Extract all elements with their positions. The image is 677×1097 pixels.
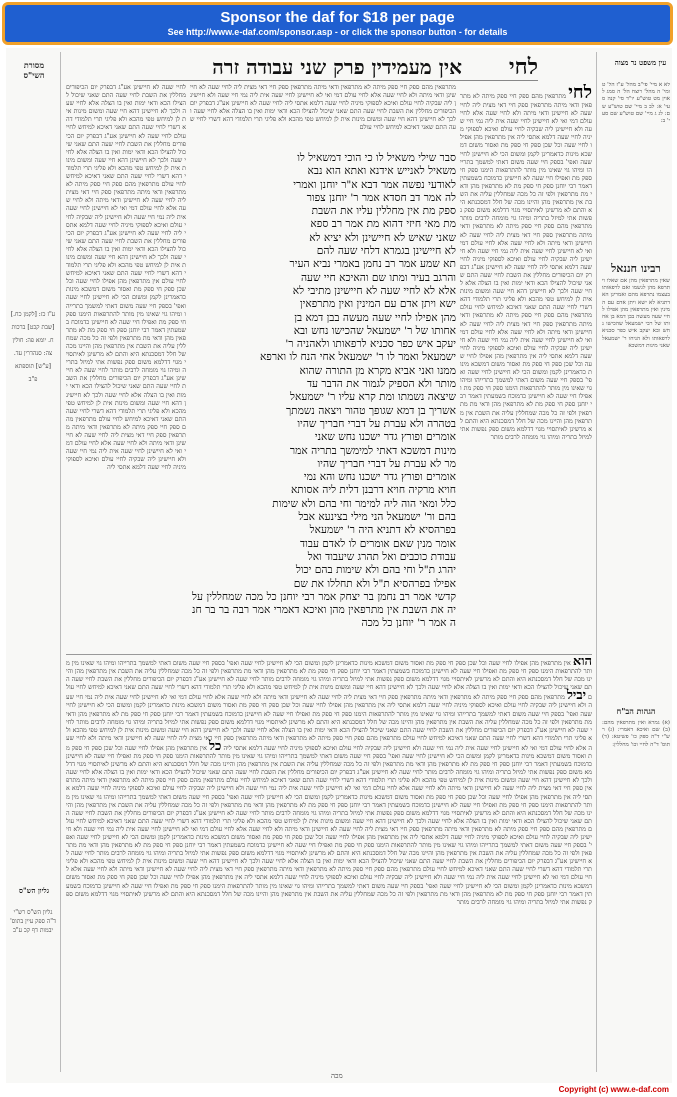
lower-commentary: הוא אין מתרפאין מהן אפילו לחיי שעה וכל שכן ספק חי ספק מת ואסור משום דמשכא מינות כדאמרינן לקמן ומשום הכי לא חיישינן לחיי שעה ואפי' בספק חיי שעה משום דאתי למשמך בתרייהו ומיהו גוי שאינו מין מותר להתרפאות הימנו ספק חי ספק מת ואפילו חיי שעה לא חיישינן כדמוכח בשמעתין דאמר רבי יוחנן ספק חי ספק מת לא מתרפאין מהן ודאי מת מתרפאין ולפי זה כל מכה שמחללין עליה את השבת אין מתרפאין מהן והיינו מכה של חלל דמסכנתא היא והתם לא מרשינן לאיתסויי מגוי דדלמא משום ספק נפשות אתי למיזל בתריה ומיהו גוי מומחה לרבים מותר לחיי שעה לא חיישינן אע"ג דבפרק יום הכיפורים מחללין את השבת לחיי שעה התם שאני שיכול להצילו הכא ודאי ימות ואין בו הצלה אלא לחיי שעה ולכך לא חיישינן דהא חיי שעה ומשום מינות אית לן למיחש טפי מהכא ולא פליגי תרי תלמודי דהא דשרי לחיי שעה התם שאני דאיכא למיחש לחיי עולם יביל מתרפאין מהם ספק חיי ספק מיתה לא מתרפאין ודאי מיתה מתרפאין ספק חיי דאי מצית ליה לחיי שעה לא חיישינן ודאי מיתה ולא לחיי שעה אלא לחיי עולם דמי ואי לא חיישינן לחיי שעה אית ליה נמי חיי שעה ולא חיישינן ליה שבקיה לחיי עולם ואיכא לספוקי מיניה לחיי שעה דלמא אתסי ליה אין מתרפאין מהן אפילו לחיי שעה וכל שכן ספק חי ספק מת ואסור משום דמשכא מינות כדאמרינן לקמן ומשום הכי לא חיישינן לחיי שעה ואפי' בספק חיי שעה משום דאתי למשמך בתרייהו ומיהו גוי שאינו מין מותר להתרפאות הימנו ספק חי ספק מת ואפילו חיי שעה לא חיישינן כדמוכח בשמעתין דאמר רבי יוחנן ספק חי ספק מת לא מתרפאין מהן ודאי מת מתרפאין ולפי זה כל מכה שמחללין עליה את השבת אין מתרפאין מהן והיינו מכה של חלל דמסכנתא היא והתם לא מרשינן לאיתסויי מגוי דדלמא משום ספק נפשות אתי למיזל בתריה ומיהו גוי מומחה לרבים מותר לחיי שעה לא חיישינן אע"ג דבפרק יום הכיפורים מחללין את השבת לחיי שעה התם שאני שיכול להצילו הכא ודאי ימות ואין בו הצלה אלא לחיי שעה ולכך לא חיישינן דהא חיי שעה ומשום מינות אית לן למיחש טפי מהכא ולא פליגי תרי תלמודי דהא דשרי לחיי שעה התם שאני דאיכא למיחש לחיי עולם מתרפאין מהם ספק חיי ספק מיתה לא מתרפאין ודאי מיתה מתרפאין ספק חיי דאי מצית ליה לחיי שעה לא חיישינן ודאי מיתה ולא לחיי שעה אלא לחיי עולם דמי ואי לא חיישינן לחיי שעה אית ליה נמי חיי שעה ולא חיישינן ליה שבקיה לחיי עולם ואיכא לספוקי מיניה לחיי שעה דלמא אתסי ליה כל אין מתרפאין מהן אפילו לחיי שעה וכל שכן ספק חי ספק מת ואסור משום דמשכא מינות כדאמרינן לקמן ומשום הכי לא חיישינן לחיי שעה ואפי' בספק חיי שעה משום דאתי למשמך בתרייהו ומיהו גוי שאינו מין מותר להתרפאות הימנו ספק חי ספק מת ואפילו חיי שעה לא חיישינן כדמוכח בשמעתין דאמר רבי יוחנן ספק חי ספק מת לא מתרפאין מהן ודאי מת מתרפאין ולפי זה כל מכה שמחללין עליה את השבת אין מתרפאין מהן והיינו מכה של חלל דמסכנתא היא והתם לא מרשינן לאיתסויי מגוי דדלמא משום ספק נפשות אתי למיזל בתריה ומיהו גוי מומחה לרבים מותר לחיי שעה לא חיישינן אע"ג דבפרק יום הכיפורים מחללין את השבת לחיי שעה התם שאני שיכול להצילו הכא ודאי ימות ואין בו הצלה אלא לחיי שעה ולכך לא חיישינן דהא חיי שעה ומשום מינות אית לן למיחש טפי מהכא ולא פליגי תרי תלמודי דהא דשרי לחיי שעה התם שאני דאיכא למיחש לחיי עולם מתרפאין מהם ספק חיי ספק מיתה לא מתרפאין ודאי מיתה מתרפאין ספק חיי דאי מצית ליה לחיי שעה לא חיישינן ודאי מיתה ולא לחיי שעה אלא לחיי עולם דמי ואי לא חיישינן לחיי שעה אית ליה נמי חיי שעה ולא חיישינן ליה שבקיה לחיי עולם ואיכא לספוקי מיניה לחיי שעה דלמא אתסי ליה אין מתרפאין מהן אפילו לחיי שעה וכל שכן ספק חי ספק מת ואסור משום דמשכא מינות כדאמרינן לקמן ומשום הכי לא חיישינן לחיי שעה ואפי' בספק חיי שעה משום דאתי למשמך בתרייהו ומיהו גוי שאינו מין מותר להתרפאות הימנו ספק חי ספק מת ואפילו חיי שעה לא חיישינן כדמוכח בשמעתין דאמר רבי יוחנן ספק חי ספק מת לא מתרפאין מהן ודאי מת מתרפאין ולפי זה כל מכה שמחללין עליה את השבת אין מתרפאין מהן והיינו מכה של חלל דמסכנתא היא והתם לא מרשינן לאיתסויי מגוי דדלמא משום ספק נפשות אתי למיזל בתריה ומיהו גוי מומחה לרבים מותר לחיי שעה לא חיישינן אע"ג דבפרק יום הכיפורים מחללין את השבת לחיי שעה התם שאני שיכול להצילו הכא ודאי ימות ואין בו הצלה אלא לחיי שעה ולכך לא חיישינן דהא חיי שעה ומשום מינות אית לן למיחש טפי מהכא ולא פליגי תרי תלמודי דהא דשרי לחיי שעה התם שאני דאיכא למיחש לחיי עולם מתרפאין מהם ספק חיי ספק מיתה לא מתרפאין ודאי מיתה מתרפאין ספק חיי דאי מצית ליה לחיי שעה לא חיישינן ודאי מיתה ולא לחיי שעה אלא לחיי עולם דמי ואי לא חיישינן לחיי שעה אית ליה נמי חיי שעה ולא חיישינן ליה שבקיה לחיי עולם ואיכא לספוקי מיניה לחיי שעה דלמא אתסי ליה אין מתרפאין מהן אפילו לחיי שעה וכל שכן ספק חי ספק מת ואסור משום דמשכא מינות כדאמרינן לקמן ומשום הכי לא חיישינן לחיי שעה ואפי' בספק חיי שעה משום דאתי למשמך בתרייהו ומיהו גוי שאינו מין מותר להתרפאות הימנו ספק חי ספק מת ואפילו חיי שעה לא חיישינן כדמוכח בשמעתין דאמר רבי יוחנן ספק חי ספק מת לא מתרפאין מהן ודאי מת מתרפאין ולפי זה כל מכה שמחללין עליה את השבת אין מתרפאין מהן והיינו מכה של חלל דמסכנתא היא והתם לא מרשינן לאיתסויי מגוי דדלמא משום ספק נפשות אתי למיזל בתריה ומיהו גוי מומחה לרבים מותר לחיי שעה לא חיישינן אע"ג דבפרק יום הכיפורים מחללין את השבת לחיי שעה התם שאני שיכול להצילו הכא ודאי ימות ואין בו הצלה אלא לחיי שעה ולכך לא חיישינן דהא חיי שעה ומשום מינות אית לן למיחש טפי מהכא ולא פליגי תרי תלמודי דהא דשרי לחיי שעה התם שאני דאיכא למיחש לחיי עולם מתרפאין מהם ספק חיי ספק מיתה לא מתרפאין ודאי מיתה מתרפאין ספק חיי דאי מצית ליה לחיי שעה לא חיישינן ודאי מיתה ולא לחיי שעה אלא לחיי עולם דמי ואי לא חיישינן לחיי שעה אית ליה נמי חיי שעה ולא חיישינן ליה שבקיה לחיי עולם ואיכא לספוקי מיניה לחיי שעה דלמא אתסי ליה אין מתרפאין מהן אפילו לחיי שעה וכל שכן ספק חי ספק מת ואסור משום דמשכא מינות כדאמרינן לקמן ומשום הכי לא חיישינן לחיי שעה ואפי' בספק חיי שעה משום דאתי למשמך בתרייהו ומיהו גוי שאינו מין מותר להתרפאות הימנו ספק חי ספק מת ואפילו חיי שעה לא חיישינן כדמוכח בשמעתין דאמר רבי יוחנן ספק חי ספק מת לא מתרפאין מהן ודאי מת מתרפאין ולפי זה כל מכה שמחללין עליה את השבת אין מתרפאין מהן והיינו מכה של חלל דמסכנתא היא והתם לא מרשינן לאיתסויי מגוי דדלמא משום ספק נפשות אתי למיזל בתריה ומיהו גוי מומחה לרבים מותר xyxy=(66,658,592,1074)
gemara-line: בטהרה ולא עברת על דברי חבריך שהיו xyxy=(297,417,456,430)
gemara-line: אומר מנין שאם אומרים לו לאדם עבוד xyxy=(300,537,456,550)
catchword: מכה xyxy=(331,1072,343,1080)
sponsor-subtitle[interactable]: See http://www.e-daf.com/sponsor.asp - or click the sponsor button - for details xyxy=(167,27,508,37)
opening-word: לחי xyxy=(508,54,538,80)
gemara-line: משאיל לאנייש אידנא ואתא הוא נבא xyxy=(307,165,456,178)
gemara-line: סבר שילי משאיל לו כי הוכי דמשאיל לו xyxy=(297,152,456,164)
gemara-line: יהרג ת"ל וחי בהם ולא שימות בהם יכול xyxy=(295,564,456,577)
gemara-line: מר לא עברת על דברי חבריך שהיו xyxy=(317,457,456,470)
ein-mishpat-text: לא א מיי' פי"ב מהל' ע"ז הל' ט ומי' ה מהל' רוצח הל' ה סמג לאוין מט טוש"ע יו"ד סי' קנה סעי' א: לב ב מיי' שם טוש"ע שם: לג ג מיי' שם טוש"ע שם סעי' ב: xyxy=(602,82,670,125)
gemara-line: תא שמע אמר רב נחמן באמרי נביא העיר xyxy=(289,258,456,271)
ein-mishpat-title: עין משפט נר מצוה xyxy=(614,58,667,67)
rashi-text: מתרפאין מהם ספק חיי ספק מיתה לא מתרפאין ודאי מיתה מתרפאין ספק חיי דאי מצית ליה לחיי שעה לא חיישינן ודאי מיתה ולא לחיי שעה אלא לחיי עולם דמי ואי לא חיישינן לחיי שעה אית ליה נמי חיי שעה ולא חיישינן ליה שבקיה לחיי עולם ואיכא לספוקי מיניה לחיי שעה דלמא אתסי ליה xyxy=(460,93,592,142)
gemara-tail: קדשי אמר רב נחמן בר יצחק אמר רבי יוחנן כל מכה שמחללין עליה את השבת אין מתרפאין מהן ואיכא דאמרי אמר רבה בר בר חנה אמר ר' יוחנן כל מכה xyxy=(192,590,456,630)
hagahot-title: הגהות הב"ח xyxy=(616,706,656,716)
gemara-line: שיצאה נשמתו ומת קרא עליו ר' ישמעאל xyxy=(290,391,456,404)
gemara-line: והרגב בעיר ומתו שם והאיכא חיי שעה xyxy=(300,271,456,284)
sponsor-banner[interactable] xyxy=(2,2,673,45)
tosafot-column: לחיי שעה לא חיישינן אע"ג דבפרק יום הכיפורים מחללין את השבת לחיי שעה התם שאני שיכול להצילו הכא ודאי ימות ואין בו הצלה אלא לחיי שעה ולכך לא חיישינן דהא חיי שעה ומשום מינות אית לן למיחש טפי מהכא ולא פליגי תרי תלמודי דהא דשרי לחיי שעה התם שאני דאיכא למיחש לחיי עולם לחיי שעה לא חיישינן אע"ג דבפרק יום הכיפורים מחללין את השבת לחיי שעה התם שאני שיכול להצילו הכא ודאי ימות ואין בו הצלה אלא לחיי שעה ולכך לא חיישינן דהא חיי שעה ומשום מינות אית לן למיחש טפי מהכא ולא פליגי תרי תלמודי דהא דשרי לחיי שעה התם שאני דאיכא למיחש לחיי עולם מתרפאין מהם ספק חיי ספק מיתה לא מתרפאין ודאי מיתה מתרפאין ספק חיי דאי מצית ליה לחיי שעה לא חיישינן ודאי מיתה ולא לחיי שעה אלא לחיי עולם דמי ואי לא חיישינן לחיי שעה אית ליה נמי חיי שעה ולא חיישינן ליה שבקיה לחיי עולם ואיכא לספוקי מיניה לחיי שעה דלמא אתסי ליה לחיי שעה לא חיישינן אע"ג דבפרק יום הכיפורים מחללין את השבת לחיי שעה התם שאני שיכול להצילו הכא ודאי ימות ואין בו הצלה אלא לחיי שעה ולכך לא חיישינן דהא חיי שעה ומשום מינות אית לן למיחש טפי מהכא ולא פליגי תרי תלמודי דהא דשרי לחיי שעה התם שאני דאיכא למיחש לחיי עולם אין מתרפאין מהן אפילו לחיי שעה וכל שכן ספק חי ספק מת ואסור משום דמשכא מינות כדאמרינן לקמן ומשום הכי לא חיישינן לחיי שעה ואפי' בספק חיי שעה משום דאתי למשמך בתרייהו ומיהו גוי שאינו מין מותר להתרפאות הימנו ספק חי ספק מת ואפילו חיי שעה לא חיישינן כדמוכח בשמעתין דאמר רבי יוחנן ספק חי ספק מת לא מתרפאין מהן ודאי מת מתרפאין ולפי זה כל מכה שמחללין עליה את השבת אין מתרפאין מהן והיינו מכה של חלל דמסכנתא היא והתם לא מרשינן לאיתסויי מגוי דדלמא משום ספק נפשות אתי למיזל בתריה ומיהו גוי מומחה לרבים מותר לחיי שעה לא חיישינן אע"ג דבפרק יום הכיפורים מחללין את השבת לחיי שעה התם שאני שיכול להצילו הכא ודאי ימות ואין בו הצלה אלא לחיי שעה ולכך לא חיישינן דהא חיי שעה ומשום מינות אית לן למיחש טפי מהכא ולא פליגי תרי תלמודי דהא דשרי לחיי שעה התם שאני דאיכא למיחש לחיי עולם מתרפאין מהם ספק חיי ספק מיתה לא מתרפאין ודאי מיתה מתרפאין ספק חיי דאי מצית ליה לחיי שעה לא חיישינן ודאי מיתה ולא לחיי שעה אלא לחיי עולם דמי ואי לא חיישינן לחיי שעה אית ליה נמי חיי שעה ולא חיישינן ליה שבקיה לחיי עולם ואיכא לספוקי מיניה לחיי שעה דלמא אתסי ליה xyxy=(66,84,186,472)
chapter-title: אין מעמידין פרק שני עבודה זרה xyxy=(212,55,462,79)
gemara-line: אשריך בן דמא שגופך טהור ויצאה נשמתך xyxy=(285,404,456,417)
gilyon-title: גליון הש"ס xyxy=(18,886,50,895)
gemara-line: חויא מרקיה חויא דרבנן דלית ליה אסותא xyxy=(290,484,456,497)
tosafot-text: לחיי שעה לא חיישינן אע"ג דבפרק יום הכיפורים מחללין את השבת לחיי שעה התם שאני שיכול להצילו הכא ודאי ימות ואין בו הצלה אלא לחיי שעה ולכך לא חיישינן דהא חיי שעה ומשום מינות אית לן למיחש טפי מהכא ולא פליגי תרי תלמודי דהא דשרי לחיי שעה התם שאני דאיכא למיחש לחיי עולם xyxy=(66,84,186,140)
sponsor-title[interactable]: Sponsor the daf for $18 per page xyxy=(220,9,455,26)
rabbenu-title: רבינו חננאל xyxy=(611,262,661,275)
gemara-line: לה אמר דב חסדא אמר ר' יוחנן צפור xyxy=(306,191,456,204)
rashi-column: לחי מתרפאין מהם ספק חיי ספק מיתה לא מתרפאין ודאי מיתה מתרפאין ספק חיי דאי מצית ליה לחיי שעה לא חיישינן ודאי מיתה ולא לחיי שעה אלא לחיי עולם דמי ואי לא חיישינן לחיי שעה אית ליה נמי חיי שעה ולא חיישינן ליה שבקיה לחיי עולם ואיכא לספוקי מיניה לחיי שעה דלמא אתסי ליה אין מתרפאין מהן אפילו לחיי שעה וכל שכן ספק חי ספק מת ואסור משום דמשכא מינות כדאמרינן לקמן ומשום הכי לא חיישינן לחיי שעה ואפי' בספק חיי שעה משום דאתי למשמך בתרייהו ומיהו גוי שאינו מין מותר להתרפאות הימנו ספק חי ספק מת ואפילו חיי שעה לא חיישינן כדמוכח בשמעתין דאמר רבי יוחנן ספק חי ספק מת לא מתרפאין מהן ודאי מת מתרפאין ולפי זה כל מכה שמחללין עליה את השבת אין מתרפאין מהן והיינו מכה של חלל דמסכנתא היא והתם לא מרשינן לאיתסויי מגוי דדלמא משום ספק נפשות אתי למיזל בתריה ומיהו גוי מומחה לרבים מותר מתרפאין מהם ספק חיי ספק מיתה לא מתרפאין ודאי מיתה מתרפאין ספק חיי דאי מצית ליה לחיי שעה לא חיישינן ודאי מיתה ולא לחיי שעה אלא לחיי עולם דמי ואי לא חיישינן לחיי שעה אית ליה נמי חיי שעה ולא חיישינן ליה שבקיה לחיי עולם ואיכא לספוקי מיניה לחיי שעה דלמא אתסי ליה לחיי שעה לא חיישינן אע"ג דבפרק יום הכיפורים מחללין את השבת לחיי שעה התם שאני שיכול להצילו הכא ודאי ימות ואין בו הצלה אלא לחיי שעה ולכך לא חיישינן דהא חיי שעה ומשום מינות אית לן למיחש טפי מהכא ולא פליגי תרי תלמודי דהא דשרי לחיי שעה התם שאני דאיכא למיחש לחיי עולם מתרפאין מהם ספק חיי ספק מיתה לא מתרפאין ודאי מיתה מתרפאין ספק חיי דאי מצית ליה לחיי שעה לא חיישינן ודאי מיתה ולא לחיי שעה אלא לחיי עולם דמי ואי לא חיישינן לחיי שעה אית ליה נמי חיי שעה ולא חיישינן ליה שבקיה לחיי עולם ואיכא לספוקי מיניה לחיי שעה דלמא אתסי ליה אין מתרפאין מהן אפילו לחיי שעה וכל שכן ספק חי ספק מת ואסור משום דמשכא מינות כדאמרינן לקמן ומשום הכי לא חיישינן לחיי שעה ואפי' בספק חיי שעה משום דאתי למשמך בתרייהו ומיהו גוי שאינו מין מותר להתרפאות הימנו ספק חי ספק מת ואפילו חיי שעה לא חיישינן כדמוכח בשמעתין דאמר רבי יוחנן ספק חי ספק מת לא מתרפאין מהן ודאי מת מתרפאין ולפי זה כל מכה שמחללין עליה את השבת אין מתרפאין מהן והיינו מכה של חלל דמסכנתא היא והתם לא מרשינן לאיתסויי מגוי דדלמא משום ספק נפשות אתי למיזל בתריה ומיהו גוי מומחה לרבים מותר xyxy=(460,84,592,441)
gemara-line: מינות דמשכא דאתי למימשך בתריה אמר xyxy=(289,444,456,457)
gemara-line: עבודת כוכבים ואל תהרג שיעבוד ואל xyxy=(307,550,456,563)
dibbur-hamatchil-2: יביל xyxy=(566,688,587,704)
upper-commentary-strip: מתרפאין מהם ספק חיי ספק מיתה לא מתרפאין ודאי מיתה מתרפאין ספק חיי דאי מצית ליה לחיי שעה לא חיישינן ודאי מיתה ולא לחיי שעה אלא לחיי עולם דמי ואי לא חיישינן לחיי שעה אית ליה נמי חיי שעה ולא חיישינן ליה שבקיה לחיי עולם ואיכא לספוקי מיניה לחיי שעה דלמא אתסי ליה לחיי שעה לא חיישינן אע"ג דבפרק יום הכיפורים מחללין את השבת לחיי שעה התם שאני שיכול להצילו הכא ודאי ימות ואין בו הצלה אלא לחיי שעה ולכך לא חיישינן דהא חיי שעה ומשום מינות אית לן למיחש טפי מהכא ולא פליגי תרי תלמודי דהא דשרי לחיי שעה התם שאני דאיכא למיחש לחיי עולם xyxy=(190,84,456,132)
gemara-line: אומרים ופורץ גדר ישכנו נחש והא נמי xyxy=(303,471,456,484)
gemara-line: לאודעי נפשה אמר דבא א"ר יוחנן ואמרי xyxy=(293,178,456,191)
chapter-header xyxy=(134,54,538,81)
gemara-line: ישמעאל ואמר לו ר' ישמעאל אחי הנח לו וארפא xyxy=(259,351,456,364)
gemara-line: יעקב איש כפר סכניא לרפאותו ולאהניה ר' xyxy=(285,338,456,351)
gemara-line: מותר ולא הספיק לגמור את הדבר עד xyxy=(306,378,456,391)
gemara-line: מהן אפילו לחיי שעה מעשה בבן דמא בן xyxy=(294,311,456,324)
gemara-line: ספק מת אין מחללין עליו את השבת xyxy=(311,205,456,218)
gemara-text xyxy=(192,152,456,652)
dibbur-hamatchil-1: הוא xyxy=(572,658,592,669)
gemara-line: לא חיישינן בגמרא דלחי שעה להם xyxy=(316,245,456,258)
gilyon-text: גליון הש"ס רש"י ד"ה ספק עיין בתוס' יבמות דף קכ ע"ב xyxy=(10,909,56,934)
hagahot-text: (א) גמרא ואין מתרפאין מהם: (ב) שם ואיכא דאמרי: (ג) רש"י ד"ה ספק כו' פשיטא: (ד) תוס' ד"ה לחיי וכו' מחללין: xyxy=(602,720,670,748)
masoret-references: ע"ז כז: [לקמן כח.] [שבת קכט] ברכות ח. יומא פה: חולין צה: סנהדרין עד. [ע"ש] תוספתא פ"ב xyxy=(10,311,56,383)
gemara-line: אלא לא לחיי שעה לא חיישינן מתיבי לא xyxy=(292,284,456,297)
gemara-line: מת מאי חיזי דהוא מת אמר רב ספא xyxy=(310,218,456,231)
talmud-page xyxy=(6,48,672,1083)
masoret-title: מסורת השי"ס xyxy=(23,60,45,80)
gemara-line: בהם ור' ישמעאל הני מילי בצינעא אבל xyxy=(298,511,456,524)
gemara-line: בפרהסיא לא דתניא היה ר' ישמעאל xyxy=(309,524,456,537)
rashi-dibbur: לחי xyxy=(568,84,592,103)
rabbenu-chananel-text: שאין מתרפאין מהן אם שאלו ויתרפא מהן לגשמו ואם לרפאותו בעצמו נתרפא מהם ואמרינן הא דתניא לא ישא ויתן אדם עם המינין ואין מתרפאין מהן אפילו לחיי שעה מעשה בבן דמא בן אחותו של רבי ישמעאל שהכישו נחש ובא יעקב איש כפר סכניא לרפאותו ולא הניחו ר' ישמעאל שאני מינות דמשכא xyxy=(602,278,670,349)
gemara-line: כלל ומאי הוה ליה למימר וחי בהם ולא שימות xyxy=(272,497,456,510)
copyright-link[interactable]: Copyright (c) www.e-daf.com xyxy=(558,1085,669,1094)
gemara-line: אחותו של ר' ישמעאל שהכישו נחש ובא xyxy=(293,324,456,337)
gemara-line: אפילו בפרהסיא ת"ל ולא תחללו את שם xyxy=(293,577,456,590)
dibbur-hamatchil-3: כל xyxy=(208,738,222,754)
gemara-line: שאני שאיש לא חיישינן ולא יציא לא xyxy=(309,231,456,244)
gemara-line: ישא ויתן אדם עם המינין ואין מתרפאין xyxy=(299,298,456,311)
gemara-line: אומרים ופורץ גדר ישכנו נחש שאני xyxy=(314,431,456,444)
gemara-line: ממנו ואני אביא מקרא מן התורה שהוא xyxy=(299,364,456,377)
